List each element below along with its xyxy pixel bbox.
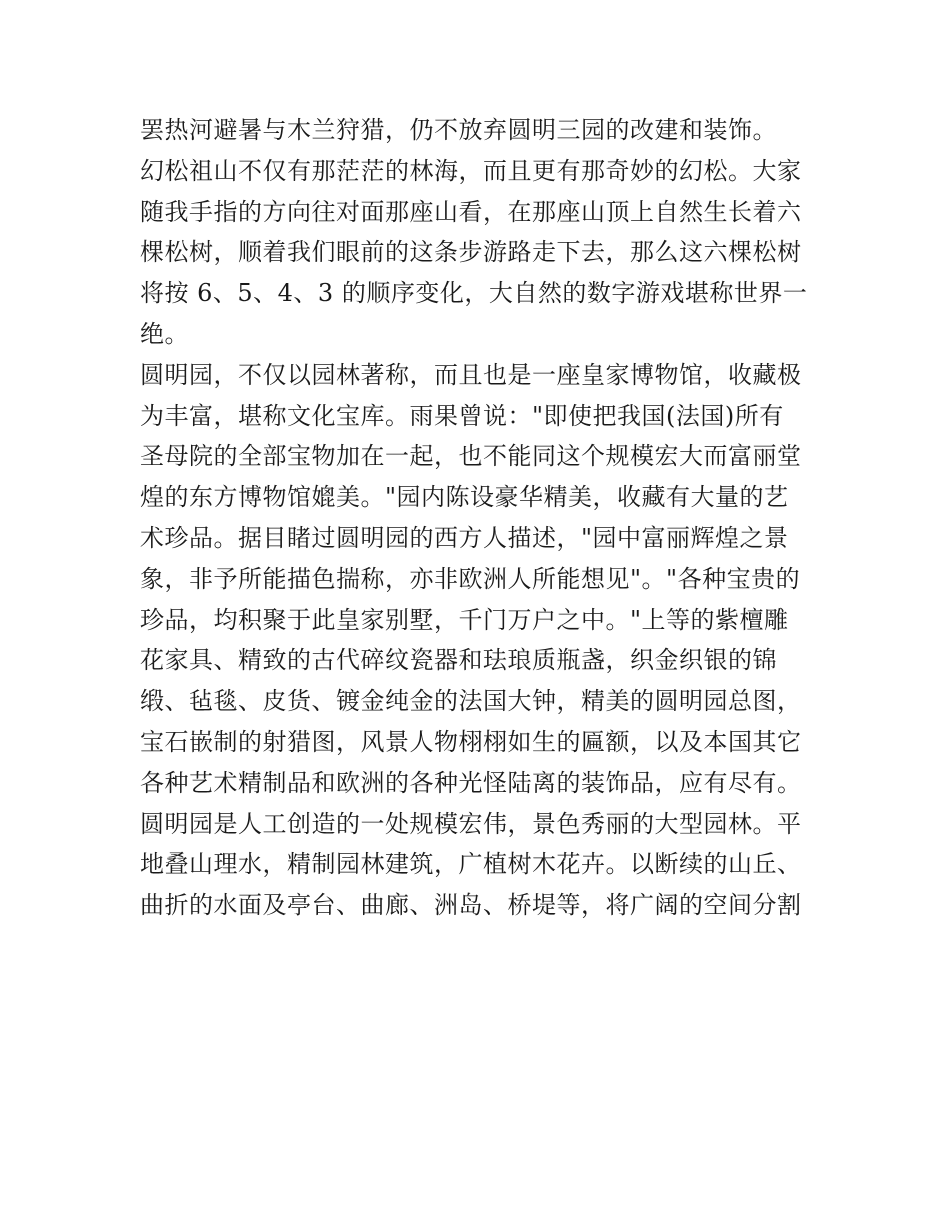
text-line: 象，非予所能描色揣称，亦非欧洲人所能想见"。"各种宝贵的 <box>140 564 801 593</box>
text-line: 珍品，均积聚于此皇家别墅，千门万户之中。"上等的紫檀雕 <box>140 605 789 634</box>
text-line: 圣母院的全部宝物加在一起，也不能同这个规模宏大而富丽堂 <box>140 442 802 471</box>
text-line: 花家具、精致的古代碎纹瓷器和珐琅质瓶盏，织金织银的锦 <box>140 646 777 675</box>
body-text <box>140 110 830 926</box>
text-line: 随我手指的方向往对面那座山看，在那座山顶上自然生长着六 <box>140 197 802 226</box>
text-line: 圆明园，不仅以园林著称，而且也是一座皇家博物馆，收藏极 <box>140 360 802 389</box>
text-line: 宝石嵌制的射猎图，风景人物栩栩如生的匾额，以及本国其它 <box>140 727 802 756</box>
text-line: 绝。 <box>140 319 189 348</box>
text-line: 曲折的水面及亭台、曲廊、洲岛、桥堤等，将广阔的空间分割 <box>140 891 802 920</box>
text-line: 缎、毡毯、皮货、镀金纯金的法国大钟，精美的圆明园总图， <box>140 687 802 716</box>
text-line: 圆明园是人工创造的一处规模宏伟，景色秀丽的大型园林。平 <box>140 809 802 838</box>
text-line: 各种艺术精制品和欧洲的各种光怪陆离的装饰品，应有尽有。 <box>140 768 802 797</box>
text-line: 罢热河避暑与木兰狩猎，仍不放弃圆明三园的改建和装饰。 <box>140 116 777 144</box>
text-line: 棵松树，顺着我们眼前的这条步游路走下去，那么这六棵松树 <box>140 238 802 267</box>
text-line: 煌的东方博物馆媲美。"园内陈设豪华精美，收藏有大量的艺 <box>140 483 789 512</box>
text-line: 为丰富，堪称文化宝库。雨果曾说："即使把我国(法国)所有 <box>140 401 784 430</box>
text-line: 术珍品。据目睹过圆明园的西方人描述，"园中富丽辉煌之景 <box>140 523 789 552</box>
text-line: 幻松祖山不仅有那茫茫的林海，而且更有那奇妙的幻松。大家 <box>140 156 802 185</box>
text-line: 将按 6、5、4、3 的顺序变化，大自然的数字游戏堪称世界一 <box>140 279 808 308</box>
text-line: 地叠山理水，精制园林建筑，广植树木花卉。以断续的山丘、 <box>140 850 802 879</box>
